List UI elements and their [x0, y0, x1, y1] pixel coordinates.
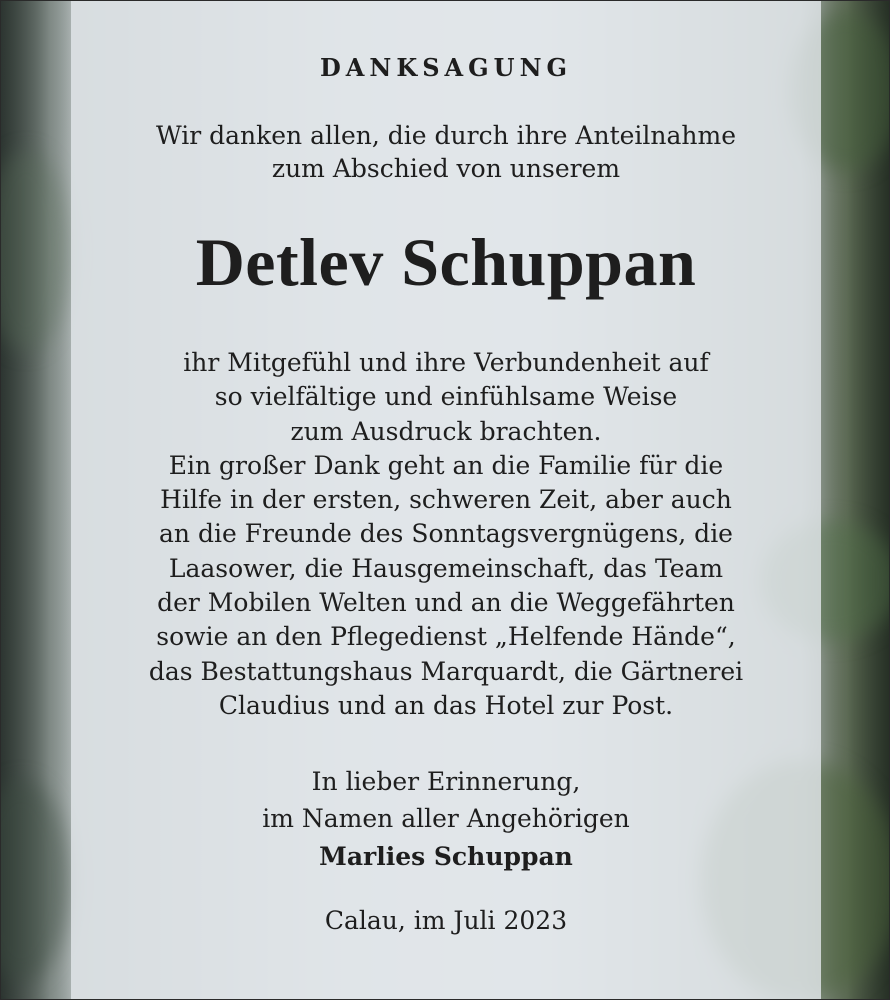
- intro-line: zum Abschied von unserem: [271, 154, 621, 183]
- body-line: ihr Mitgefühl und ihre Verbundenheit auf: [183, 348, 709, 377]
- intro-line: Wir danken allen, die durch ihre Anteilnahme: [155, 121, 737, 150]
- body-text: [71, 346, 821, 723]
- body-line: der Mobilen Welten und an die Weggefährten: [157, 588, 735, 618]
- body-line: Ein großer Dank geht an die Familie für die: [168, 450, 724, 480]
- body-line: Laasower, die Hausgemeinschaft, das Team: [168, 553, 724, 583]
- closing-line: im Namen aller Angehörigen: [262, 804, 630, 833]
- body-line: Hilfe in der ersten, schweren Zeit, aber auch: [160, 485, 732, 515]
- signer-name: Marlies Schuppan: [319, 842, 573, 871]
- body-line: an die Freunde des Sonntagsvergnügens, die: [159, 519, 733, 549]
- body-line: Claudius und an das Hotel zur Post.: [218, 690, 674, 720]
- deceased-name: Detlev Schuppan: [195, 224, 697, 300]
- body-line: das Bestattungshaus Marquardt, die Gärtnerei: [148, 656, 744, 686]
- closing-line: In lieber Erinnerung,: [311, 767, 581, 796]
- heading: DANKSAGUNG: [319, 53, 573, 82]
- intro-text: [71, 119, 821, 185]
- closing-text: [71, 763, 821, 837]
- body-line: so vielfältige und einfühlsame Weise: [214, 382, 678, 412]
- body-line: sowie an den Pflegedienst „Helfende Hände“,: [156, 622, 736, 652]
- body-line: zum Ausdruck brachten.: [290, 416, 602, 446]
- place-date: Calau, im Juli 2023: [324, 906, 568, 935]
